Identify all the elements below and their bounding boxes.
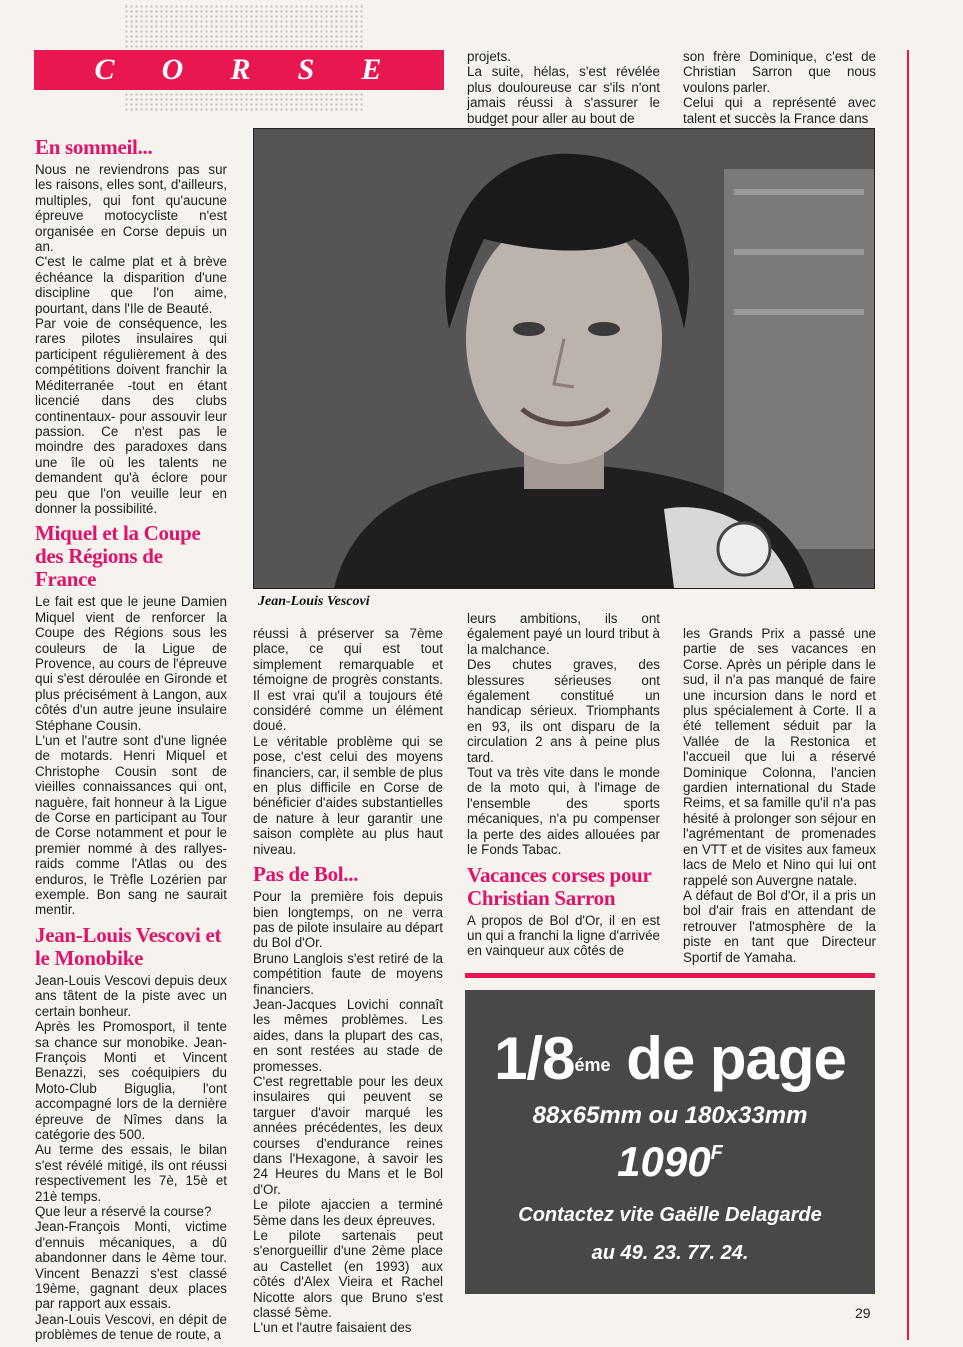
halftone-dots-bottom [124, 92, 364, 112]
ad-fraction: 1/8 [494, 1025, 575, 1092]
paragraph: Au terme des essais, le bilan s'est révélé mitigé, ils ont réussi respectivement les 7è, 15è et 21è temps. [35, 1142, 227, 1204]
paragraph: Pour la première fois depuis bien longtemps, on ne verra pas de pilote insulaire au départ du Bol d'Or. [253, 889, 443, 951]
ad-dimensions: 88x65mm ou 180x33mm [532, 1102, 808, 1129]
photo-caption: Jean-Louis Vescovi [258, 594, 370, 609]
paragraph: A défaut de Bol d'Or, il a pris un bol d'air frais en attendant de retrouver l'atmosphère de la piste en tant que Directeur Sportif de Yamaha. [683, 887, 876, 965]
vertical-rule [907, 50, 909, 1340]
heading-vacances-corses: Vacances corses pour Christian Sarron [467, 862, 652, 910]
section-banner [34, 50, 444, 90]
column-3-top [467, 49, 660, 126]
paragraph: Le pilote ajaccien a terminé 5ème dans les deux épreuves. [253, 1197, 443, 1228]
ad-fraction-suffix: éme [574, 1055, 611, 1075]
paragraph: Après les Promosport, il tente sa chance sur monobike. Jean-François Monti et Vincent Benazzi, ses coéquipiers du Moto-Club Biguglia, l'ont accompagné lors de la dernière épreuve de Nîmes dans la catégorie des 500. [35, 1019, 227, 1142]
paragraph: son frère Dominique, c'est de Christian Sarron que nous voulons parler. [683, 49, 876, 95]
advertisement-box [465, 990, 875, 1294]
column-1 [35, 130, 227, 1343]
column-3 [467, 611, 660, 959]
page-number: 29 [855, 1305, 871, 1321]
portrait-illustration [254, 129, 874, 588]
paragraph: Que leur a réservé la course? [35, 1203, 212, 1219]
paragraph: Le véritable problème qui se pose, c'est celui des moyens financiers, car, il semble de plus en plus difficile en Corse de bénéficier d'aides substantielles de nature à leur garantir une saison complète au plus haut niveau. [253, 733, 443, 857]
paragraph: Le fait est que le jeune Damien Miquel vient de renforcer la Coupe des Régions sous les couleurs de la Ligue de Provence, au cours de l'épreuve qui s'est déroulée en Gironde et plus précisément à Langon, aux côtés d'un autre jeune insulaire Stéphane Cousin. [35, 594, 227, 733]
halftone-dots-top [124, 4, 364, 48]
paragraph: Le pilote sartenais peut s'enorgueillir d'une 2ème place au Castellet (en 1993) aux côtés d'Alex Vieira et Rachel Nicotte alors que Bruno s'est classé 5ème. [253, 1228, 443, 1321]
paragraph: Jean-Jacques Lovichi connaît les mêmes problèmes. Les aides, dans la plupart des cas, en sont restées au stade de promesses. [253, 996, 443, 1074]
banner-letter: S [297, 53, 317, 86]
paragraph: Par voie de conséquence, les rares pilotes insulaires qui participent régulièrement à des compétitions doivent franchir la Méditerranée -tout en étant licencié dans des clubs continentaux- pour assouvir leur passion. Ce n'est pas le moindre des paradoxes dans une île où les talents ne demandent qu'à éclore pour peu que l'on veuille leur en donner la possibilité. [35, 316, 227, 516]
paragraph: La suite, hélas, s'est révélée plus douloureuse car s'ils n'ont jamais réussi à s'assurer le budget pour aller au bout de [467, 64, 660, 126]
ad-price-value: 1090 [617, 1138, 711, 1185]
paragraph: les Grands Prix a passé une partie de ses vacances en Corse. Après un périple dans le sud, il n'a pas manqué de faire une incursion dans le nord et plus spécialement à Corte. Il a été tellement séduit par la Vallée de la Restonica et l'accueil que lui a réservé Dominique Colonna, l'ancien gardien international du Stade Reims, et sa famille qu'il n'a pas hésité à prolonger son séjour en l'agrémentant de promenades en VTT et de visites aux fameux lacs de Melo et Nino qui lui ont rappelé son Auvergne natale. [683, 626, 876, 888]
paragraph: Celui qui a représenté avec talent et succès la France dans [683, 95, 876, 126]
heading-pas-de-bol: Pas de Bol... [253, 862, 359, 887]
paragraph: réussi à préserver sa 7ème place, ce qui est tout simplement remarquable et témoigne de progrès constants. Il est vrai qu'il a toujours été considéré comme un élément doué. [253, 626, 443, 734]
heading-miquel: Miquel et la Coupe des Régions de France [35, 521, 201, 592]
paragraph: Jean-Louis Vescovi depuis deux ans tâtent de la piste avec un certain bonheur. [35, 972, 227, 1019]
heading-en-sommeil: En sommeil... [35, 135, 153, 159]
ad-phone: au 49. 23. 77. 24. [591, 1242, 749, 1264]
column-4 [683, 626, 876, 965]
banner-letter: O [161, 53, 186, 86]
paragraph: Jean-François Monti, victime d'ennuis mécaniques, a dû abandonner dans le 4ème tour. Vincent Benazzi s'est classé 19ème, gagnant deux places par rapport aux essais. [35, 1219, 227, 1312]
paragraph: A propos de Bol d'Or, il en est un qui a franchi la ligne d'arrivée en vainqueur aux côtés de [467, 912, 660, 959]
banner-letter: R [230, 53, 253, 86]
heading-vescovi: Jean-Louis Vescovi et le Monobike [35, 922, 222, 970]
paragraph: projets. [467, 49, 511, 64]
banner-letter: E [361, 53, 384, 86]
paragraph: L'un et l'autre faisaient des [253, 1320, 412, 1336]
column-2 [253, 626, 443, 1336]
ad-price-unit: F [710, 1142, 723, 1164]
paragraph: Des chutes graves, des blessures sérieuses ont également constitué un handicap sérieux. Triomphants en 93, ils ont disparu de la circulation 2 ans à peine plus tard. [467, 657, 660, 765]
ad-price [465, 1138, 875, 1186]
paragraph: Jean-Louis Vescovi, en dépit de problèmes de tenue de route, a [35, 1311, 227, 1343]
paragraph: Bruno Langlois s'est retiré de la compétition faute de moyens financiers. [253, 950, 443, 997]
ad-contact: Contactez vite Gaëlle Delagarde [518, 1204, 822, 1226]
ad-headline [465, 1025, 875, 1092]
portrait-photo [253, 128, 875, 589]
paragraph: C'est regrettable pour les deux insulaires qui peuvent se targuer d'avoir marqué les années précédentes, les deux courses d'endurance reines dans l'Hexagone, à savoir les 24 Heures du Mans et le Bol d'Or. [253, 1073, 443, 1197]
ad-page-word: de page [626, 1025, 846, 1092]
paragraph: C'est le calme plat et à brève échéance la disparition d'une discipline que l'on aime, pourtant, dans l'Ile de Beauté. [35, 254, 227, 316]
banner-letter: C [94, 53, 117, 86]
paragraph: Tout va très vite dans le monde de la moto qui, à l'image de l'ensemble des sports mécaniques, n'a pu compenser la perte des aides allouées par le Fonds Tabac. [467, 765, 660, 858]
paragraph: leurs ambitions, ils ont également payé un lourd tribut à la malchance. [467, 611, 660, 657]
column-4-top [683, 49, 876, 126]
paragraph: L'un et l'autre sont d'une lignée de motards. Henri Miquel et Christophe Cousin sont de vieilles connaissances qui ont, naguère, fait honneur à la Ligue de Corse en participant au Tour de Corse notamment et pour le premier nommé à des rallyes-raids comme l'Atlas ou des enduros, le Trèfle Lozérien par exemple. Bon sang ne saurait mentir. [35, 733, 227, 918]
paragraph: Nous ne reviendrons pas sur les raisons, elles sont, d'ailleurs, multiples, qui font qu'aucune épreuve motocycliste n'est organisée en Corse depuis un an. [35, 162, 227, 255]
horizontal-rule [465, 973, 875, 978]
